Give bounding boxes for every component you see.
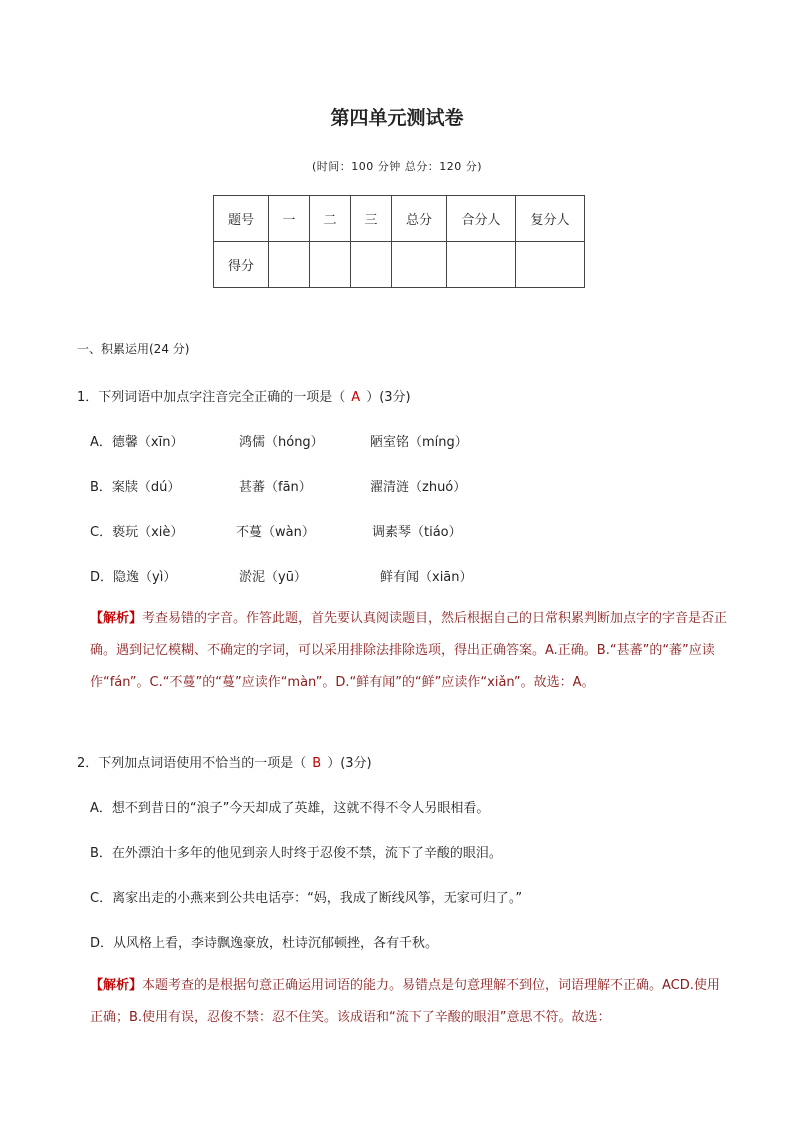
option-a: A．想不到昔日的“浪子”今天却成了英雄，这就不得不令人另眼相看。: [90, 801, 490, 816]
table-cell: 总分: [392, 196, 447, 242]
table-cell[interactable]: [392, 242, 447, 288]
table-cell[interactable]: [310, 242, 351, 288]
section-heading: 一、积累运用(24 分): [77, 342, 190, 356]
question-stem: 1．下列词语中加点字注音完全正确的一项是（: [77, 390, 346, 405]
option-c-word-3: 调素琴（tiáo）: [372, 525, 462, 540]
question-1: [77, 386, 411, 405]
analysis-tag: 【解析】: [90, 978, 143, 993]
answer: B: [312, 756, 322, 771]
option-d: D．从风格上看，李诗飘逸豪放，杜诗沉郁顿挫，各有千秋。: [90, 936, 439, 951]
option-a-word-3: 陋室铭（míng）: [370, 435, 468, 450]
analysis-text: 本题考查的是根据句意正确运用词语的能力。易错点是句意理解不到位，词语理解不正确。ACD.使用正确；B.使用有误，忍俊不禁：忍不住笑。该成语和“流下了辛酸的眼泪”意思不符。故选：: [90, 978, 720, 1025]
analysis-tag: 【解析】: [90, 611, 143, 626]
option-b: B．案牍（dú）: [90, 480, 181, 495]
option-c-word-2: 不蔓（wàn）: [236, 525, 315, 540]
table-cell: 复分人: [516, 196, 585, 242]
analysis-2: [90, 970, 730, 1034]
analysis-1: [90, 603, 730, 699]
question-2: [77, 752, 372, 771]
table-cell[interactable]: [447, 242, 516, 288]
table-cell: 一: [269, 196, 310, 242]
option-c: C．亵玩（xiè）: [90, 525, 184, 540]
table-cell[interactable]: [269, 242, 310, 288]
table-row: [214, 242, 585, 288]
table-cell: 二: [310, 196, 351, 242]
table-cell: 合分人: [447, 196, 516, 242]
score-table: [213, 195, 585, 288]
option-b-word-3: 濯清涟（zhuó）: [370, 480, 467, 495]
option-b: B．在外漂泊十多年的他见到亲人时终于忍俊不禁，流下了辛酸的眼泪。: [90, 846, 502, 861]
table-cell: 题号: [214, 196, 269, 242]
option-d-word-2: 淤泥（yū）: [239, 570, 307, 585]
analysis-text: 考查易错的字音。作答此题，首先要认真阅读题目，然后根据自己的日常积累判断加点字的字音是否正确。遇到记忆模糊、不确定的字词，可以采用排除法排除选项，得出正确答案。A.正确。B.“甚蕃”的“蕃”应读作“fán”。C.“不蔓”的“蔓”应读作“màn”。D.“鲜有闻”的“鲜”应读作“xiǎn”。故选：A。: [90, 611, 728, 690]
page-title: 第四单元测试卷: [330, 107, 464, 129]
exam-info: (时间：100 分钟 总分：120 分): [311, 160, 483, 173]
option-d: D．隐逸（yì）: [90, 570, 177, 585]
question-score: ）(3分): [366, 390, 411, 405]
table-cell[interactable]: [516, 242, 585, 288]
table-cell: 三: [351, 196, 392, 242]
table-cell: 得分: [214, 242, 269, 288]
option-b-word-2: 甚蕃（fān）: [239, 480, 312, 495]
question-stem: 2．下列加点词语使用不恰当的一项是（: [77, 756, 307, 771]
table-row: [214, 196, 585, 242]
option-a-word-2: 鸿儒（hóng）: [239, 435, 324, 450]
table-cell[interactable]: [351, 242, 392, 288]
option-c: C．离家出走的小燕来到公共电话亭：“妈，我成了断线风筝，无家可归了。”: [90, 891, 523, 906]
option-a: A．德馨（xīn）: [90, 435, 184, 450]
option-d-word-3: 鲜有闻（xiān）: [380, 570, 473, 585]
question-score: ）(3分): [327, 756, 372, 771]
answer: A: [351, 390, 361, 405]
